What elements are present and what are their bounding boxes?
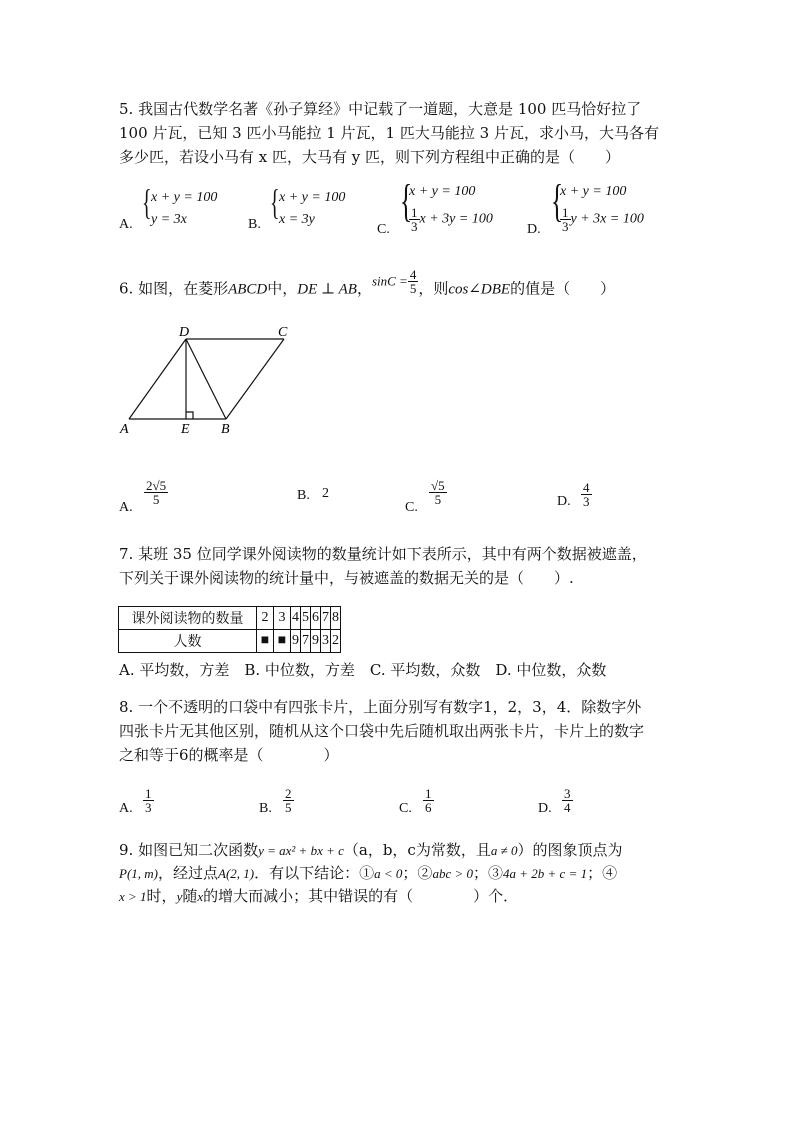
q7-line-1: 7. 某班 35 位同学课外阅读物的数量统计如下表所示，其中有两个数据被遮盖，	[119, 545, 647, 563]
q6-option-b-label: B.	[297, 488, 310, 503]
q8-option-b-label: B.	[259, 801, 272, 816]
table-header-cell: 人数	[119, 630, 257, 653]
table-header-cell: 课外阅读物的数量	[119, 607, 257, 630]
table-cell: 8	[331, 607, 341, 630]
q5-c-eq2: $\frac{1}{3}$ x + 3y = 100	[411, 205, 493, 234]
label-e: E	[181, 422, 190, 437]
q6-option-a-label: A.	[119, 500, 133, 515]
q8-option-d-label: D.	[538, 801, 552, 816]
table-cell: 7	[321, 607, 331, 630]
q5-c-eq1: x + y = 100	[409, 184, 476, 199]
q9-line-1: 9. 如图已知二次函数y = ax² + bx + c（a，b，c为常数，且a ≠ 0）的图象顶点为	[119, 841, 623, 859]
table-row	[119, 630, 341, 653]
q8-line-1: 8. 一个不透明的口袋中有四张卡片，上面分别写有数字1，2，3，4．除数字外	[119, 698, 642, 716]
label-b: B	[221, 422, 230, 437]
q8-line-3: 之和等于6的概率是（ ）	[119, 746, 339, 764]
q8-line-2: 四张卡片无其他区别，随机从这个口袋中先后随机取出两张卡片，卡片上的数字	[119, 722, 645, 740]
q5-option-b-label: B.	[248, 217, 261, 232]
q5-line-3: 多少匹，若设小马有 x 匹，大马有 y 匹，则下列方程组中正确的是（ ）	[119, 148, 621, 166]
reading-stats-table	[118, 606, 341, 653]
q5-a-eq2: y = 3x	[151, 212, 187, 227]
label-a: A	[120, 422, 129, 437]
table-cell: 3	[274, 607, 291, 630]
q6-option-c-value: $\frac{√5}{5}$	[431, 478, 445, 507]
q6-option-d-label: D.	[557, 494, 571, 509]
label-d: D	[179, 325, 190, 340]
table-cell: 4	[291, 607, 301, 630]
table-cell: 7	[301, 630, 311, 653]
q5-b-eq2: x = 3y	[279, 212, 315, 227]
table-cell-covered: ■	[257, 630, 274, 653]
q6-stem: 6. 如图，在菱形ABCD中，DE ⊥ AB，sinC = $\frac{4}{5}$ ，则cos∠DBE的值是（ ）	[119, 267, 616, 298]
table-cell: 9	[311, 630, 321, 653]
q9-line-2: P(1, m)，经过点A(2, 1)．有以下结论：①a < 0；②abc > 0；③4a + 2b + c = 1；④	[119, 864, 618, 882]
q8-option-a-label: A.	[119, 801, 133, 816]
q5-option-c-label: C.	[377, 222, 390, 237]
table-row	[119, 607, 341, 630]
q8-option-a-value: $\frac{1}{3}$	[145, 786, 152, 815]
q8-option-c-label: C.	[399, 801, 412, 816]
q7-options: A. 平均数，方差 B. 中位数，方差 C. 平均数，众数 D. 中位数，众数	[119, 661, 607, 679]
q6-option-d-value: $\frac{4}{3}$	[583, 480, 590, 509]
q9-line-3: x > 1时，y随x的增大而减小；其中错误的有（ ）个．	[119, 887, 519, 905]
q6-option-a-value: $\frac{2√5}{5}$	[146, 478, 167, 507]
q5-line-2: 100 片瓦，已知 3 匹小马能拉 1 片瓦，1 匹大马能拉 3 片瓦，求小马，大马各有	[119, 124, 659, 142]
side-ad	[129, 339, 186, 419]
q5-d-eq2: $\frac{1}{3}$ y + 3x = 100	[562, 205, 644, 234]
q7-line-2: 下列关于课外阅读物的统计量中，与被遮盖的数据无关的是（ ）.	[119, 569, 574, 587]
table-cell: 9	[291, 630, 301, 653]
q8-option-b-value: $\frac{2}{5}$	[285, 786, 292, 815]
side-bc	[226, 339, 284, 419]
table-cell: 2	[257, 607, 274, 630]
q5-a-eq1: x + y = 100	[151, 190, 218, 205]
right-angle-mark	[186, 412, 193, 419]
table-cell: 2	[331, 630, 341, 653]
q5-option-d-label: D.	[527, 222, 541, 237]
table-cell: 5	[301, 607, 311, 630]
q5-d-eq1: x + y = 100	[560, 184, 627, 199]
rhombus-figure	[112, 320, 312, 440]
q8-option-c-value: $\frac{1}{6}$	[425, 786, 432, 815]
q5-line-1: 5. 我国古代数学名著《孙子算经》中记载了一道题，大意是 100 匹马恰好拉了	[119, 100, 642, 118]
table-cell: 6	[311, 607, 321, 630]
table-cell: 3	[321, 630, 331, 653]
q6-option-c-label: C.	[405, 500, 418, 515]
diagonal-db	[186, 339, 226, 419]
q6-option-b-value: 2	[322, 486, 329, 501]
q5-option-a-label: A.	[119, 217, 133, 232]
table-cell-covered: ■	[274, 630, 291, 653]
q8-option-d-value: $\frac{3}{4}$	[564, 786, 571, 815]
label-c: C	[278, 325, 288, 340]
q5-b-eq1: x + y = 100	[279, 190, 346, 205]
